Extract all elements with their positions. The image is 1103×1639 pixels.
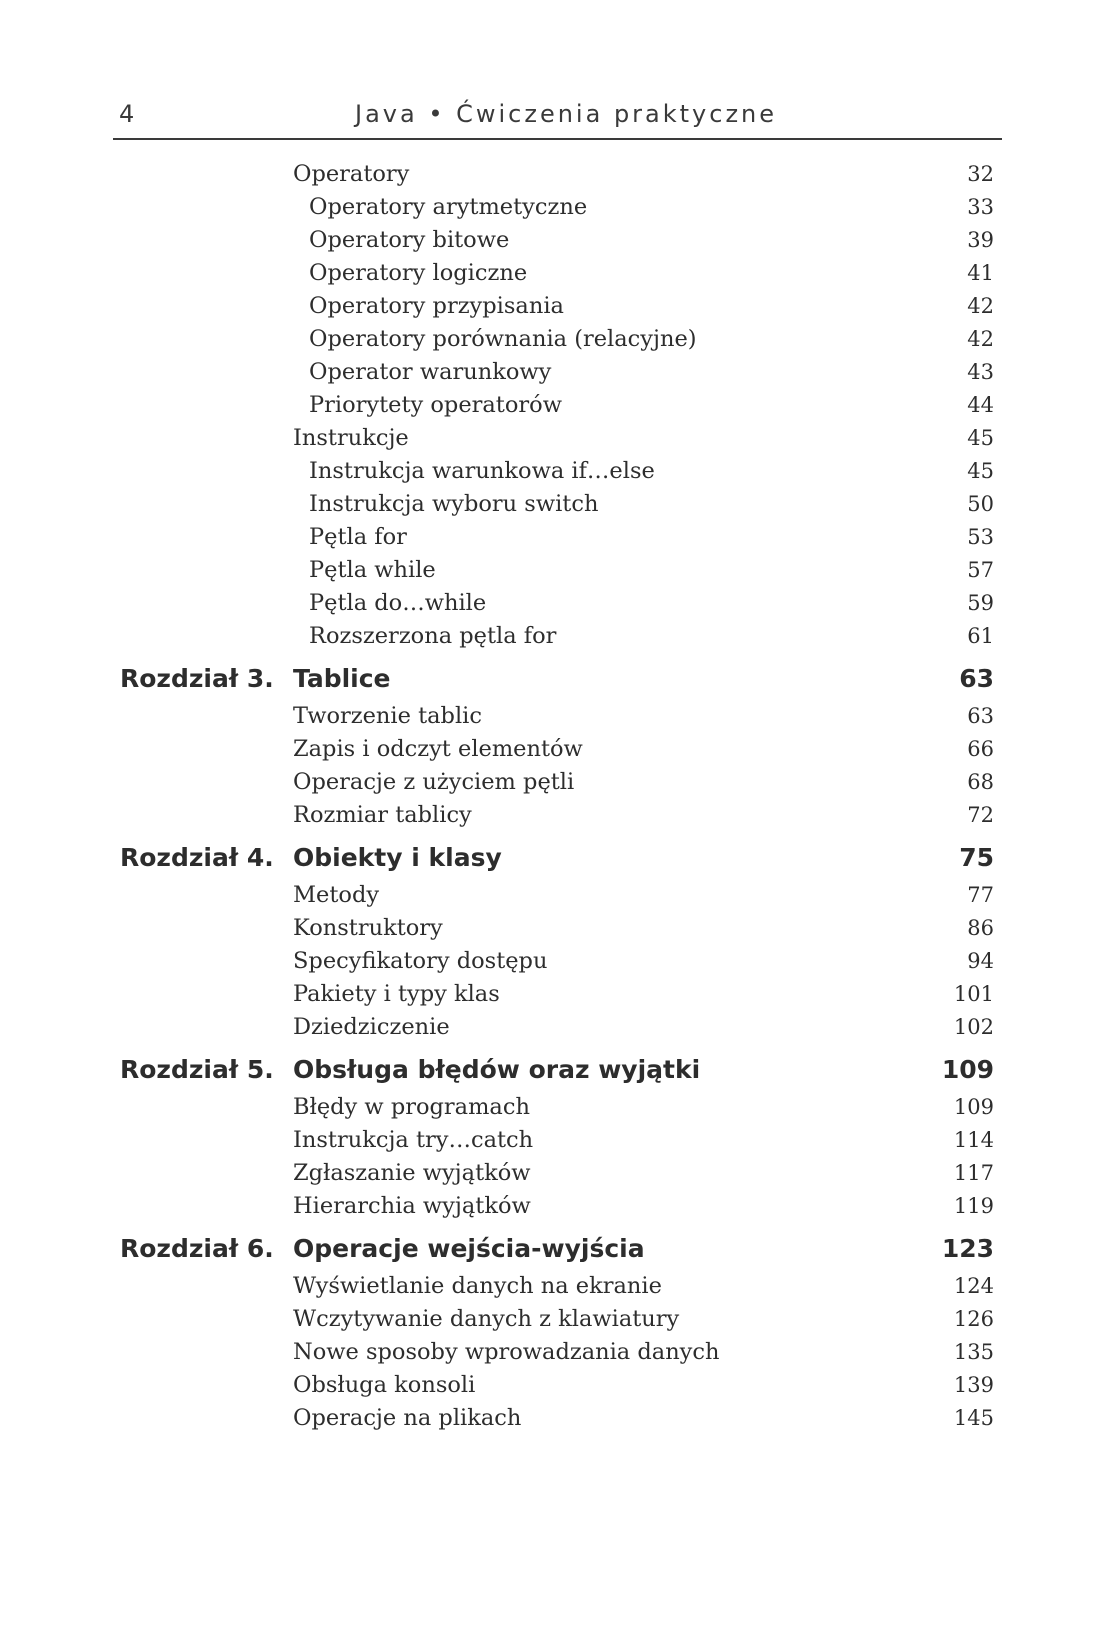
toc-entry[interactable] <box>0 1124 1103 1157</box>
toc-entry[interactable] <box>0 1270 1103 1303</box>
toc-entry-title: Pakiety i typy klas <box>293 981 500 1007</box>
toc-entry[interactable] <box>0 587 1103 620</box>
chapter-heading-3[interactable] <box>0 657 1103 700</box>
toc-entry-page: 102 <box>953 1015 994 1039</box>
toc-entry[interactable] <box>0 1369 1103 1402</box>
toc-entry-page: 32 <box>967 162 994 186</box>
chapter-heading-4[interactable] <box>0 836 1103 879</box>
toc-entry-title: Operatory porównania (relacyjne) <box>309 326 697 352</box>
toc-entry-page: 45 <box>967 426 994 450</box>
toc-entry-title: Rozszerzona pętla for <box>309 623 557 649</box>
running-title: Java • Ćwiczenia praktyczne <box>355 100 778 128</box>
toc-section <box>0 1270 1103 1435</box>
chapter-page: 109 <box>941 1055 994 1084</box>
toc-entry-page: 119 <box>953 1194 994 1218</box>
toc-entry-page: 42 <box>967 294 994 318</box>
toc-entry[interactable] <box>0 1402 1103 1435</box>
toc-entry-title: Tworzenie tablic <box>293 703 482 729</box>
toc-entry-page: 139 <box>953 1373 994 1397</box>
toc-entry-page: 45 <box>967 459 994 483</box>
chapter-label: Rozdział 5. <box>120 1055 274 1084</box>
toc-section <box>0 879 1103 1044</box>
toc-entry-title: Konstruktory <box>293 915 443 941</box>
toc-entry[interactable] <box>0 1336 1103 1369</box>
toc-entry[interactable] <box>0 488 1103 521</box>
toc-section <box>0 1091 1103 1223</box>
toc-entry-page: 126 <box>953 1307 994 1331</box>
toc-entry[interactable] <box>0 1011 1103 1044</box>
toc-entry[interactable] <box>0 257 1103 290</box>
toc-section <box>0 700 1103 832</box>
toc-entry-page: 117 <box>953 1161 994 1185</box>
toc-entry-title: Operatory <box>293 161 410 187</box>
toc-entry-title: Wczytywanie danych z klawiatury <box>293 1306 680 1332</box>
toc-entry-page: 50 <box>967 492 994 516</box>
toc-entry[interactable] <box>0 554 1103 587</box>
page-number: 4 <box>119 100 135 128</box>
toc-entry[interactable] <box>0 158 1103 191</box>
toc-entry[interactable] <box>0 879 1103 912</box>
toc-entry-page: 59 <box>967 591 994 615</box>
chapter-heading-6[interactable] <box>0 1227 1103 1270</box>
chapter-label: Rozdział 4. <box>120 843 274 872</box>
toc-entry-page: 42 <box>967 327 994 351</box>
toc-entry-title: Operacje z użyciem pętli <box>293 769 575 795</box>
toc-entry-page: 72 <box>967 803 994 827</box>
toc-entry-title: Operatory arytmetyczne <box>309 194 588 220</box>
toc-entry-title: Wyświetlanie danych na ekranie <box>293 1273 662 1299</box>
toc-entry-title: Nowe sposoby wprowadzania danych <box>293 1339 720 1365</box>
toc-entry-title: Operatory bitowe <box>309 227 510 253</box>
toc-entry-title: Zapis i odczyt elementów <box>293 736 583 762</box>
chapter-heading-5[interactable] <box>0 1048 1103 1091</box>
toc-entry[interactable] <box>0 1091 1103 1124</box>
toc-entry[interactable] <box>0 766 1103 799</box>
toc-entry-title: Zgłaszanie wyjątków <box>293 1160 531 1186</box>
toc-entry[interactable] <box>0 799 1103 832</box>
toc-entry[interactable] <box>0 224 1103 257</box>
toc-entry-title: Instrukcja warunkowa if…else <box>309 458 655 484</box>
toc-entry-title: Pętla while <box>309 557 436 583</box>
toc-entry[interactable] <box>0 733 1103 766</box>
toc-entry-page: 145 <box>953 1406 994 1430</box>
toc-entry-page: 33 <box>967 195 994 219</box>
toc-entry-title: Priorytety operatorów <box>309 392 562 418</box>
toc-entry-title: Instrukcja wyboru switch <box>309 491 599 517</box>
toc-entry-page: 43 <box>967 360 994 384</box>
toc-entry[interactable] <box>0 422 1103 455</box>
toc-entry[interactable] <box>0 978 1103 1011</box>
chapter-title: Obiekty i klasy <box>293 843 502 872</box>
toc-entry[interactable] <box>0 1190 1103 1223</box>
toc-entry[interactable] <box>0 290 1103 323</box>
toc-entry-title: Błędy w programach <box>293 1094 530 1120</box>
toc-entry[interactable] <box>0 521 1103 554</box>
toc-entry[interactable] <box>0 356 1103 389</box>
toc-entry-page: 61 <box>967 624 994 648</box>
toc-entry-page: 66 <box>967 737 994 761</box>
toc-entry-title: Pętla do…while <box>309 590 487 616</box>
toc-entry[interactable] <box>0 945 1103 978</box>
toc-entry[interactable] <box>0 389 1103 422</box>
chapter-title: Obsługa błędów oraz wyjątki <box>293 1055 701 1084</box>
toc-entry-title: Metody <box>293 882 380 908</box>
toc-entry[interactable] <box>0 455 1103 488</box>
toc-entry-page: 68 <box>967 770 994 794</box>
chapter-title: Operacje wejścia-wyjścia <box>293 1234 645 1263</box>
toc-entry-title: Hierarchia wyjątków <box>293 1193 531 1219</box>
toc-entry-title: Instrukcje <box>293 425 409 451</box>
toc-entry-page: 57 <box>967 558 994 582</box>
toc-entry[interactable] <box>0 700 1103 733</box>
toc-entry-title: Instrukcja try…catch <box>293 1127 534 1153</box>
toc-entry-title: Obsługa konsoli <box>293 1372 476 1398</box>
toc-entry-title: Rozmiar tablicy <box>293 802 472 828</box>
toc-entry-title: Operacje na plikach <box>293 1405 522 1431</box>
table-of-contents <box>0 158 1103 1435</box>
chapter-label: Rozdział 3. <box>120 664 274 693</box>
toc-entry[interactable] <box>0 191 1103 224</box>
toc-entry[interactable] <box>0 1157 1103 1190</box>
toc-entry-title: Operatory logiczne <box>309 260 528 286</box>
toc-entry[interactable] <box>0 912 1103 945</box>
toc-section <box>0 158 1103 653</box>
toc-entry-page: 86 <box>967 916 994 940</box>
toc-entry-page: 109 <box>953 1095 994 1119</box>
toc-entry-page: 63 <box>967 704 994 728</box>
chapter-page: 63 <box>959 664 994 693</box>
toc-entry-page: 44 <box>967 393 994 417</box>
chapter-page: 75 <box>959 843 994 872</box>
toc-entry-title: Operator warunkowy <box>309 359 552 385</box>
toc-entry-page: 41 <box>967 261 994 285</box>
toc-entry[interactable] <box>0 620 1103 653</box>
toc-entry-title: Pętla for <box>309 524 407 550</box>
chapter-title: Tablice <box>293 664 391 693</box>
chapter-label: Rozdział 6. <box>120 1234 274 1263</box>
toc-entry-page: 114 <box>953 1128 994 1152</box>
toc-entry-title: Dziedziczenie <box>293 1014 450 1040</box>
toc-entry-page: 53 <box>967 525 994 549</box>
toc-entry-page: 39 <box>967 228 994 252</box>
toc-entry-page: 77 <box>967 883 994 907</box>
toc-entry-title: Specyfikatory dostępu <box>293 948 548 974</box>
toc-entry-title: Operatory przypisania <box>309 293 564 319</box>
toc-entry-page: 135 <box>953 1340 994 1364</box>
chapter-page: 123 <box>941 1234 994 1263</box>
toc-entry-page: 94 <box>967 949 994 973</box>
page-header <box>113 96 1002 140</box>
toc-entry-page: 101 <box>953 982 994 1006</box>
toc-entry-page: 124 <box>953 1274 994 1298</box>
toc-entry[interactable] <box>0 1303 1103 1336</box>
toc-entry[interactable] <box>0 323 1103 356</box>
